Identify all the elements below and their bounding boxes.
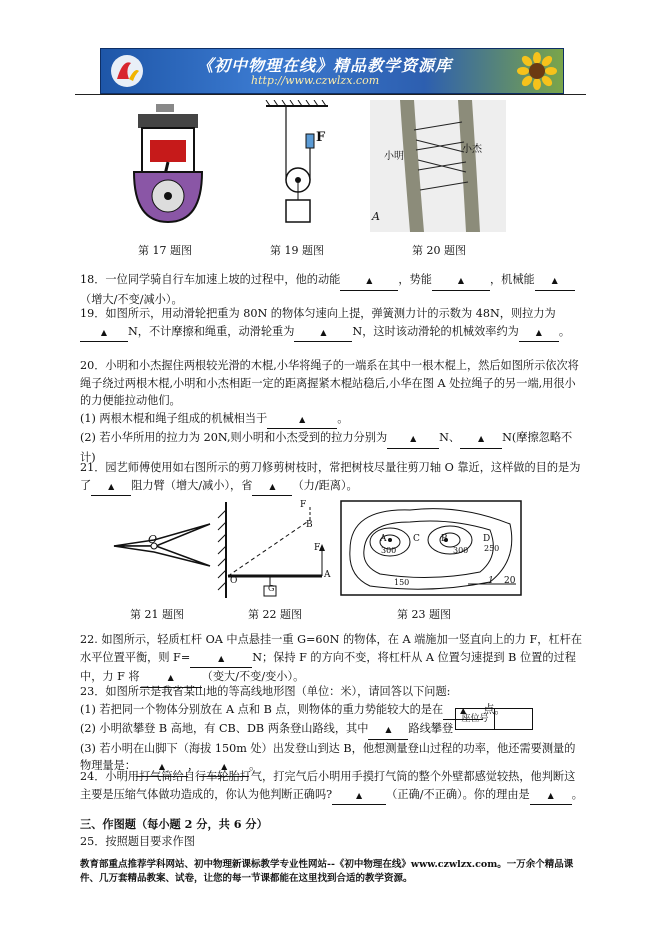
question-25: 25．按照题目要求作图 <box>80 835 195 848</box>
fig23-label-c: C <box>413 534 420 544</box>
section-3-title: 三、作图题（每小题 2 分，共 6 分） <box>80 817 268 831</box>
caption-fig20: 第 20 题图 <box>412 244 466 257</box>
fig19-force-label: F <box>316 130 326 145</box>
q18-blank-3[interactable]: ▲ <box>535 271 575 291</box>
question-21: 21．园艺师傅使用如右图所示的剪刀修剪树枝时，常把树枝尽量往剪刀轴 O 靠近，这样做的目的是为了 ▲ 阻力臂（增大/减小），省 ▲ （力/距离）。 <box>80 459 585 496</box>
seat-number-box[interactable] <box>455 708 533 730</box>
fig23-label-d: D <box>483 534 491 544</box>
q24-blank-2[interactable]: ▲ <box>530 786 572 806</box>
q21-blank-2[interactable]: ▲ <box>252 477 292 497</box>
header-banner <box>100 48 564 94</box>
caption-fig21: 第 21 题图 <box>130 608 184 621</box>
q20-blank-2[interactable]: ▲ <box>387 429 439 449</box>
pruning-shears-figure <box>112 520 212 570</box>
q18-blank-1[interactable]: ▲ <box>340 271 398 291</box>
fig22-label-o: O <box>230 576 238 586</box>
q19-blank-1[interactable]: ▲ <box>80 323 128 343</box>
header-rule <box>75 94 586 95</box>
caption-fig22: 第 22 题图 <box>248 608 302 621</box>
q21-blank-1[interactable]: ▲ <box>91 477 131 497</box>
banner-url: http://www.czwlzx.com <box>251 74 380 87</box>
question-20: 20．小明和小杰握住两根较光滑的木棍,小华将绳子的一端系在其中一根木棍上，然后如图所示依次将绳子绕过两根木棍,小明和小杰相距一定的距离握紧木棍站稳后,小华在图 A 处拉绳子的另一端,用很小的力便能拉动他们。 (1) 两根木棍和绳子组成的机械相当于 ▲ 。 (2) 若小华所用的拉力为 20N,则小明和小杰受到的拉力分别为 ▲ N、 ▲ N(摩擦忽略不计) <box>80 359 579 464</box>
q20-blank-1[interactable]: ▲ <box>267 410 337 430</box>
two-sticks-rope-figure <box>370 100 506 232</box>
question-18: 18．一位同学骑自行车加速上坡的过程中，他的动能 ▲ ，势能 ▲ ，机械能 ▲（增大/不变/减小）。 <box>80 271 585 308</box>
fig23-label-a: A <box>380 534 387 544</box>
question-22: 22. 如图所示，轻质杠杆 OA 中点悬挂一重 G=60N 的物体，在 A 端施加一竖直向上的力 F，杠杆在水平位置平衡，则 F= ▲ N；保持 F 的方向不变，将杠杆从 A 位置匀速提到 B 位置的过程中，力 F 将 ▲ （变大/不变/变小）。 <box>80 631 585 688</box>
fig20-label-a: A <box>372 210 380 223</box>
banner-title: 《初中物理在线》精品教学资源库 <box>197 56 453 75</box>
q20-blank-3[interactable]: ▲ <box>460 429 502 449</box>
q18-blank-2[interactable]: ▲ <box>432 271 490 291</box>
fig23-label-150: 150 <box>394 578 410 587</box>
fig23-label-b: B <box>441 534 448 544</box>
fig21-label-o: O <box>148 533 158 546</box>
fig22-label-b: B <box>306 520 313 530</box>
question-23: 23．如图所示是我省某山地的等高线地形图（单位：米），请回答以下问题: (1) 若把同一个物体分别放在 A 点和 B 点，则物体的重力势能较大的是在 ▲ 点。 (2) 小明欲攀登 B 高地，有 CB、DB 两条登山路线，其中 ▲ 路线攀登 (3) 若小明在山脚下（海拔 150m 处）出发登山到达 B，他想测量登山过程的功率，他还需要测量的物理量是： ▲ ， ▲ 。 <box>80 683 585 777</box>
q23-blank-3[interactable]: ▲ <box>136 757 188 777</box>
fig22-label-f-top: F <box>300 500 307 510</box>
fig23-scale-1: 1 <box>488 576 494 586</box>
q23-blank-1[interactable]: ▲ <box>443 701 483 721</box>
fig22-label-g: G <box>268 584 275 593</box>
site-logo-icon <box>109 53 145 89</box>
sunflower-icon <box>517 52 557 90</box>
q19-blank-2[interactable]: ▲ <box>294 323 352 343</box>
footer-text: 教育部重点推荐学科网站、初中物理新课标教学专业性网站--《初中物理在线》www.czwlzx.com。一万余个精品课件、几万套精品教案、试卷，让您的每一节课都能在这里找到合适的教学资源。 <box>80 859 574 884</box>
q22-blank-2[interactable]: ▲ <box>140 668 202 688</box>
q23-blank-4[interactable]: ▲ <box>199 757 249 777</box>
fig23-label-250: 250 <box>484 544 500 553</box>
question-19: 19．如图所示，用动滑轮把重为 80N 的物体匀速向上提，弹簧测力计的示数为 48N，则拉力为▲ N，不计摩擦和绳重，动滑轮重为 ▲ N，这时该动滑轮的机械效率约为 ▲ 。 <box>80 305 585 342</box>
caption-fig23: 第 23 题图 <box>397 608 451 621</box>
pulley-figure <box>262 100 334 230</box>
q22-blank-1[interactable]: ▲ <box>190 649 252 669</box>
seat-number-label: 座位号 <box>456 709 495 729</box>
fig22-label-a: A <box>324 570 331 580</box>
q23-blank-2[interactable]: ▲ <box>368 720 408 740</box>
fig23-label-300a: 300 <box>381 546 397 555</box>
fig23-label-300b: 300 <box>453 546 469 555</box>
caption-fig19: 第 19 题图 <box>270 244 324 257</box>
caption-fig17: 第 17 题图 <box>138 244 192 257</box>
q19-blank-3[interactable]: ▲ <box>519 323 559 343</box>
fig23-scale-2: 20 <box>504 576 516 586</box>
fig20-label-ming: 小明 <box>384 151 404 162</box>
question-24: 24．小明用打气筒给自行车轮胎打气，打完气后小明用手摸打气筒的整个外壁都感觉较热，他判断这主要是压缩气体做功造成的，你认为他判断正确吗? ▲ （正确/不正确）。你的理由是 ▲ 。 <box>80 768 585 805</box>
q24-blank-1[interactable]: ▲ <box>332 786 386 806</box>
engine-cylinder-figure <box>128 104 208 229</box>
fig22-label-f: F <box>314 543 321 553</box>
fig20-label-jie: 小杰 <box>462 144 482 155</box>
